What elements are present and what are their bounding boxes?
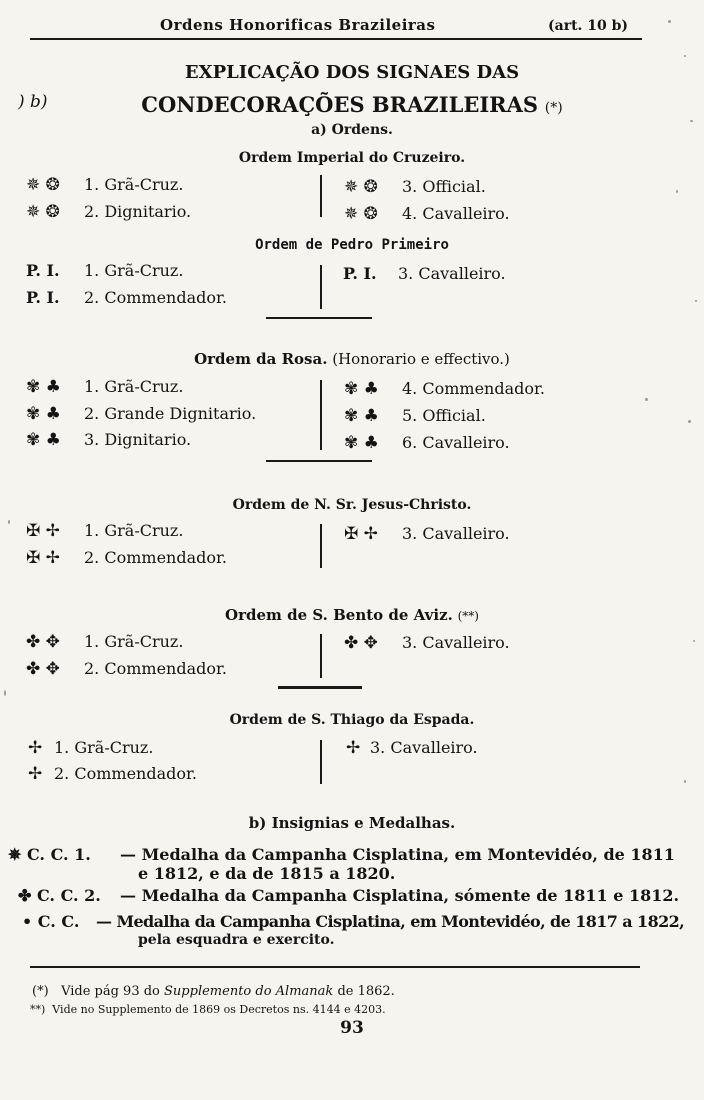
jesus-item-3: 3. Cavalleiro.	[402, 524, 510, 543]
main-title-text: CONDECORAÇÕES BRAZILEIRAS	[141, 92, 539, 117]
running-header-title: Ordens Honorificas Brazileiras	[160, 16, 436, 34]
rosa-item-1: 1. Grã-Cruz.	[84, 377, 184, 396]
footnote-1-pre: Vide pág 93 do	[61, 984, 160, 999]
section-rule	[266, 317, 372, 319]
pedro-symbol: P. I.	[26, 288, 60, 307]
running-header-ref: (art. 10 b)	[548, 18, 629, 34]
pedro-item-1: 1. Grã-Cruz.	[84, 261, 184, 280]
page-number: 93	[340, 1018, 364, 1038]
footnote-2	[30, 1003, 386, 1016]
column-divider	[320, 265, 322, 309]
rosa-symbol: ✾ ♣	[344, 406, 379, 426]
rosa-item-4: 4. Commendador.	[402, 379, 545, 398]
pedro-symbol: P. I.	[343, 264, 377, 283]
column-divider	[320, 175, 322, 217]
aviz-symbol: ✤ ✥	[26, 659, 60, 679]
footnote-1-em: Supplemento do Almanak	[164, 984, 334, 999]
margin-mark: ) b)	[18, 92, 48, 112]
aviz-item-2: 2. Commendador.	[84, 659, 227, 678]
rosa-symbol: ✾ ♣	[26, 404, 61, 424]
main-title-line-2	[0, 92, 704, 117]
rosa-item-6: 6. Cavalleiro.	[402, 433, 510, 452]
jesus-item-2: 2. Commendador.	[84, 548, 227, 567]
section-rule	[266, 460, 372, 462]
jesus-item-1: 1. Grã-Cruz.	[84, 521, 184, 540]
pedro-item-3: 3. Cavalleiro.	[398, 264, 506, 283]
aviz-heading	[0, 606, 704, 624]
footnote-rule	[30, 966, 640, 968]
column-divider	[320, 380, 322, 450]
medal-3-symbol: • C. C.	[22, 912, 80, 931]
medal-1-symbol: ✵ C. C. 1.	[8, 845, 91, 864]
pedro-item-2: 2. Commendador.	[84, 288, 227, 307]
aviz-item-1: 1. Grã-Cruz.	[84, 632, 184, 651]
cruzeiro-item-2: 2. Dignitario.	[84, 202, 192, 221]
medal-3-text: — Medalha da Campanha Cisplatina, em Montevidéo, de 1817 a 1822,	[96, 912, 685, 931]
footnote-2-text: Vide no Supplemento de 1869 os Decretos ns. 4144 e 4203.	[52, 1003, 386, 1016]
espada-title: Ordem de S. Thiago da Espada.	[229, 712, 475, 728]
aviz-note: (**)	[457, 609, 479, 623]
rosa-symbol: ✾ ♣	[26, 377, 61, 397]
espada-item-1: 1. Grã-Cruz.	[54, 738, 154, 757]
section-rule	[278, 686, 362, 689]
rosa-symbol: ✾ ♣	[26, 430, 61, 450]
cruzeiro-symbol: ✵ ❂	[344, 204, 378, 224]
cruzeiro-item-1: 1. Grã-Cruz.	[84, 175, 184, 194]
espada-symbol: ✢	[346, 738, 361, 758]
cruzeiro-symbol: ✵ ❂	[26, 202, 60, 222]
footnote-1-post: de 1862.	[337, 984, 395, 999]
espada-symbol: ✢	[28, 764, 43, 784]
rosa-symbol: ✾ ♣	[344, 379, 379, 399]
jesus-symbol: ✠ ✢	[26, 548, 60, 568]
medal-2-symbol: ✤ C. C. 2.	[18, 886, 101, 905]
cruzeiro-symbol: ✵ ❂	[344, 177, 378, 197]
main-title-line-1: EXPLICAÇÃO DOS SIGNAES DAS	[184, 62, 520, 83]
column-divider	[320, 740, 322, 784]
espada-item-3: 3. Cavalleiro.	[370, 738, 478, 757]
footnote-1-mark: (*)	[32, 984, 49, 999]
column-divider	[320, 634, 322, 678]
pedro-symbol: P. I.	[26, 261, 60, 280]
espada-item-2: 2. Commendador.	[54, 764, 197, 783]
medal-1-text: — Medalha da Campanha Cisplatina, em Montevidéo, de 1811	[120, 845, 675, 864]
cruzeiro-item-3: 3. Official.	[402, 177, 486, 196]
aviz-item-3: 3. Cavalleiro.	[402, 633, 510, 652]
jesus-symbol: ✠ ✢	[26, 521, 60, 541]
aviz-symbol: ✤ ✥	[344, 633, 378, 653]
aviz-title: Ordem de S. Bento de Aviz.	[225, 606, 453, 624]
footnote-1	[32, 984, 395, 999]
main-title-note: (*)	[544, 100, 563, 116]
espada-symbol: ✢	[28, 738, 43, 758]
section-b-heading: b) Insignias e Medalhas.	[248, 814, 456, 832]
column-divider	[320, 524, 322, 568]
jesus-symbol: ✠ ✢	[344, 524, 378, 544]
pedro-title: Ordem de Pedro Primeiro	[255, 237, 449, 253]
rosa-subtitle: (Honorario e effectivo.)	[332, 350, 510, 368]
rosa-symbol: ✾ ♣	[344, 433, 379, 453]
footnote-2-mark: **)	[30, 1003, 46, 1016]
section-a-heading: a) Ordens.	[311, 122, 393, 138]
cruzeiro-item-4: 4. Cavalleiro.	[402, 204, 510, 223]
rosa-item-5: 5. Official.	[402, 406, 486, 425]
header-rule	[30, 38, 642, 40]
medal-1-continuation: e 1812, e da de 1815 a 1820.	[138, 864, 396, 883]
rosa-item-2: 2. Grande Dignitario.	[84, 404, 257, 423]
medal-2-text: — Medalha da Campanha Cisplatina, sómente de 1811 e 1812.	[120, 886, 680, 905]
rosa-item-3: 3. Dignitario.	[84, 430, 192, 449]
medal-3-continuation: pela esquadra e exercito.	[138, 932, 335, 948]
jesus-title: Ordem de N. Sr. Jesus-Christo.	[232, 497, 472, 513]
rosa-heading	[0, 350, 704, 368]
cruzeiro-symbol: ✵ ❂	[26, 175, 60, 195]
cruzeiro-title: Ordem Imperial do Cruzeiro.	[238, 150, 466, 166]
aviz-symbol: ✤ ✥	[26, 632, 60, 652]
rosa-title: Ordem da Rosa.	[194, 350, 328, 368]
